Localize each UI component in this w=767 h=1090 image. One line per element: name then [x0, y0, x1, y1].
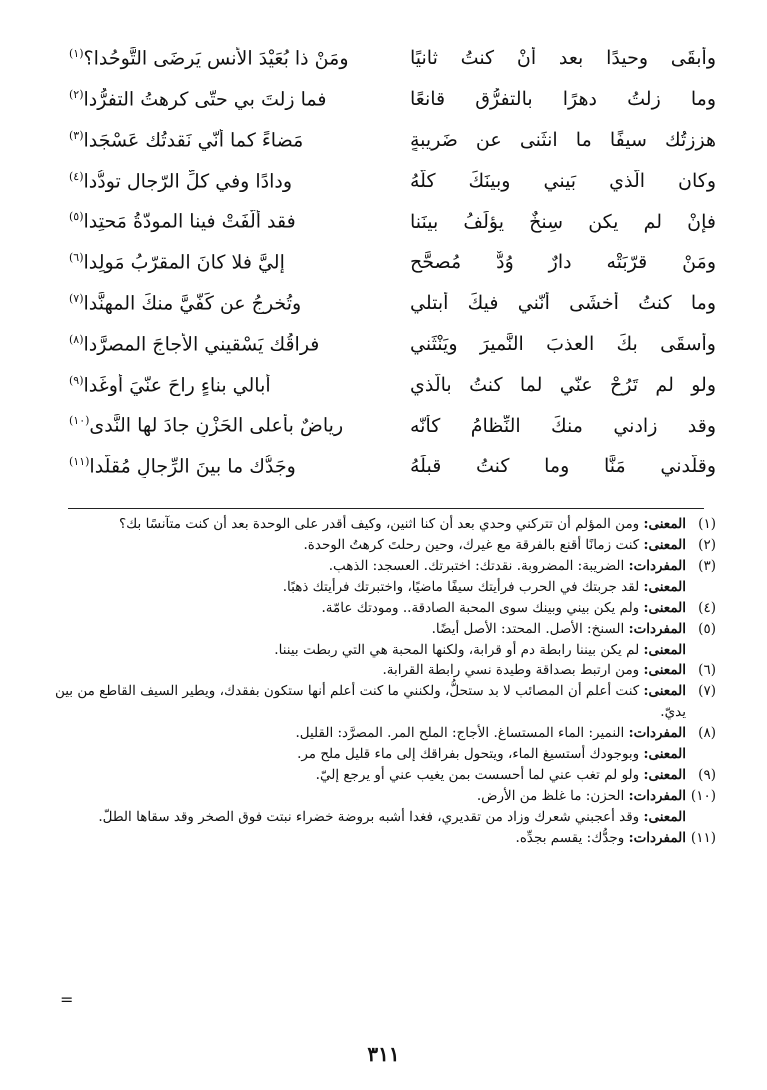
footnote-body	[40, 723, 686, 744]
verse-first-hemistich: ومَنْ قرّبَتْه دارٌ وُدٌّ مُصحَّحٍ	[410, 251, 716, 274]
footnote-label: المعنى:	[643, 683, 686, 700]
footnote-text: النمير: الماء المستساغ. الأجاج: الملح المر. المصرَّد: القليل.	[295, 725, 625, 742]
footnote-body	[40, 681, 686, 723]
footnote	[40, 535, 716, 556]
footnote-body	[40, 744, 686, 765]
verse-first-hemistich: وقلَّدني مَنًّا وما كنتُ قبلَهُ	[410, 455, 716, 478]
footnote-body	[40, 598, 686, 619]
verse-first-hemistich: وأبقَى وحيدًا بعد أنْ كنتُ ثانيًا	[410, 47, 716, 70]
footnote-label: المعنى:	[643, 578, 686, 595]
footnote	[40, 660, 716, 681]
verse	[68, 446, 716, 487]
footnote-body	[40, 619, 686, 640]
footnote-number: (١١)	[690, 829, 716, 846]
footnote-label: المفردات:	[628, 620, 686, 637]
verse	[68, 364, 716, 405]
footnote-text: السنخ: الأصل. المحتد: الأصل أيضًا.	[431, 620, 625, 637]
footnote-label: المعنى:	[643, 536, 686, 553]
footnote-label: المعنى:	[643, 516, 686, 532]
verse-first-hemistich: وما زلتُ دهرًا بالتفرُّقِ قانعًا	[410, 88, 716, 111]
footnote	[40, 640, 716, 661]
verse	[68, 79, 716, 120]
footnote-marker: (٧)	[69, 292, 84, 306]
verse	[68, 324, 716, 365]
footnote	[40, 744, 716, 765]
footnote-body	[40, 807, 686, 828]
verse	[68, 160, 716, 201]
footnote-divider	[68, 508, 704, 509]
footnote-body	[40, 640, 686, 661]
footnote	[40, 828, 716, 849]
footnote	[40, 514, 716, 535]
footnote-label: المفردات:	[628, 829, 686, 846]
footnote-label: المفردات:	[628, 557, 686, 574]
verse-second-text: مَضاءً كما أنّي نَقدتُك عَسْجَدا	[83, 129, 304, 152]
verse-first-hemistich: وكان الّذي بَيني وبينَكَ كلُّهُ	[410, 169, 716, 192]
verse-second-text: وجَدُّك ما بينَ الرِّجالِ مُقلَّدا	[89, 455, 296, 478]
footnote-label: المعنى:	[643, 808, 686, 825]
verse-second-hemistich	[68, 414, 374, 436]
verse	[68, 38, 716, 79]
footnote-text: كنت أعلم أن المصائب لا بد ستحلُّ، ولكنني ما كنت أعلم أنها ستكون بفقدك، ويطير السيف القاطع من بين يديّ.	[54, 683, 686, 721]
verse	[68, 201, 716, 242]
footnote-marker: (٣)	[69, 128, 84, 142]
verse-second-hemistich	[68, 210, 374, 232]
verse-second-text: ودادًا وفي كلِّ الرّجالِ تودُّدا	[83, 169, 293, 192]
footnote	[40, 681, 716, 723]
verse-first-hemistich: وقد زادني منكَ النِّظامُ كأنّه	[410, 414, 716, 437]
footnote-text: ولو لم تغب عني لما أحسست بمن يغيب عني أو يرجع إليّ.	[315, 767, 640, 784]
footnote-label: المعنى:	[643, 662, 686, 679]
footnote	[40, 723, 716, 744]
footnote-marker: (٤)	[69, 169, 84, 183]
footnote-number: (١٠)	[690, 787, 716, 804]
footnote-label: المفردات:	[628, 725, 686, 742]
verse-second-text: فراقُك يَسْقيني الأُجاجَ المصرَّدا	[83, 333, 320, 356]
footnote-number: (٧)	[698, 683, 716, 700]
verse-second-text: فقد ألَّفَتْ فينا المودّةُ مَحتِدا	[83, 210, 296, 233]
verse	[68, 283, 716, 324]
footnote-text: وقد أعجبني شعرك وزاد من تقديري، فغدا أشبه بروضة خضراء نبتت فوق الصخر وقد سقاها الطلّ.	[98, 808, 640, 825]
footnote	[40, 807, 716, 828]
footnote-text: ومن ارتبط بصداقة وطيدة نسي رابطة القرابة.	[382, 662, 640, 679]
footnote-body	[40, 828, 686, 849]
verse-second-hemistich	[68, 333, 374, 355]
verse-second-text: رياضٌ بأعلى الحَزْنِ جادَ لها النَّدى	[89, 414, 344, 437]
verse-second-text: ومَنْ ذا بُعَيْدَ الأنسِ يَرضَى التَّوحُدا؟	[83, 47, 349, 70]
footnote-number: (٥)	[698, 620, 716, 637]
footnote-label: المفردات:	[628, 787, 686, 804]
footnote-marker: (٨)	[69, 332, 84, 346]
verse-second-text: إليَّ فلا كانَ المقرّبُ مَولِدا	[83, 251, 285, 274]
footnote-text: وجدُّك: يقسم بجدِّه.	[515, 829, 625, 846]
footnote-body	[40, 660, 686, 681]
verse-first-hemistich: وأُسقَى بكَ العذبَ النَّميرَ ويَنْثَني	[410, 332, 716, 355]
footnote-body	[40, 514, 686, 535]
footnote-body	[40, 535, 686, 556]
footnote-number: (٦)	[698, 662, 716, 679]
footnote-number: (٣)	[698, 557, 716, 574]
verse-second-text: فما زلتَ بي حتّى كرهتُ التفرُّدا	[83, 88, 327, 111]
poem	[68, 38, 716, 487]
footnote-marker: (٦)	[69, 251, 84, 265]
footnotes	[40, 514, 716, 849]
verse-second-text: أُبالي بناءٍ راحَ عنّيَ أوغَدا	[83, 373, 271, 396]
continuation-mark: =	[60, 990, 74, 1009]
footnote-marker: (٢)	[69, 88, 84, 102]
footnote-text: ولم يكن بيني وبينك سوى المحبة الصادقة.. ومودتك عامّة.	[321, 599, 640, 616]
footnote-number: (٨)	[698, 725, 716, 742]
footnote-marker: (١)	[69, 47, 84, 61]
footnote-number: (٤)	[698, 599, 716, 616]
footnote-text: الحزن: ما غلظ من الأرض.	[476, 787, 625, 804]
footnote	[40, 765, 716, 786]
verse-second-hemistich	[68, 47, 374, 69]
footnote-body	[40, 765, 686, 786]
footnote	[40, 556, 716, 577]
verse-first-hemistich: ولو لم تَرُحْ عنّي لما كنتُ بالّذي	[410, 373, 716, 396]
verse-first-hemistich: هززتُك سيفًا ما انثَنى عن ضَريبةٍ	[410, 128, 716, 151]
footnote-text: لقد جربتك في الحرب فرأيتك سيفًا ماضيًا، واختبرتك فرأيتك ذهبًا.	[282, 578, 640, 595]
footnote-text: ومن المؤلم أن تتركني وحدي بعد أن كنا اثنين، وكيف أقدر على الوحدة بعد أن كنت متآنسًا بك؟	[119, 516, 640, 532]
footnote-marker: (٩)	[69, 373, 84, 387]
footnote-body	[40, 786, 686, 807]
footnote-body	[40, 577, 686, 598]
footnote-text: كنت زمانًا أقنع بالفرقة مع غيرك، وحين رحلتَ كرهتُ الوحدة.	[303, 536, 640, 553]
verse-second-hemistich	[68, 170, 374, 192]
footnote-text: وبوجودك أستسيغ الماء، ويتحول بفراقك إلى ماء قليل ملح مر.	[297, 746, 640, 763]
verse-second-text: وتُخرِجُ عن كَفّيَّ منكَ المهنَّدا	[83, 292, 302, 315]
verse-second-hemistich	[68, 374, 374, 396]
footnote	[40, 786, 716, 807]
footnote-label: المعنى:	[643, 641, 686, 658]
footnote-label: المعنى:	[643, 746, 686, 763]
verse-second-hemistich	[68, 455, 374, 477]
verse	[68, 120, 716, 161]
footnote-label: المعنى:	[643, 599, 686, 616]
footnote	[40, 619, 716, 640]
footnote-number: (١)	[698, 516, 716, 532]
verse-second-hemistich	[68, 129, 374, 151]
verse-first-hemistich: وما كنتُ أخشَى أنّني فيكَ أبتلي	[410, 292, 716, 315]
footnote-marker: (١٠)	[69, 414, 90, 428]
footnote-marker: (٥)	[69, 210, 84, 224]
verse-second-hemistich	[68, 88, 374, 110]
footnote	[40, 598, 716, 619]
footnote	[40, 577, 716, 598]
verse-first-hemistich: فإنْ لم يكن سِنخٌ يؤلِّفُ بينَنا	[410, 210, 716, 233]
footnote-text: لم يكن بيننا رابطة دم أو قرابة، ولكنها المحبة هي التي ربطت بيننا.	[274, 641, 640, 658]
footnote-text: الضريبة: المضروبة. نقدتك: اختبرتك. العسجد: الذهب.	[328, 557, 625, 574]
verse-second-hemistich	[68, 251, 374, 273]
verse	[68, 242, 716, 283]
verse-second-hemistich	[68, 292, 374, 314]
page-number: ٣١١	[367, 1042, 400, 1066]
footnote-label: المعنى:	[643, 767, 686, 784]
footnote-marker: (١١)	[69, 455, 90, 469]
footnote-body	[40, 556, 686, 577]
verse	[68, 405, 716, 446]
footnote-number: (٢)	[698, 536, 716, 553]
footnote-number: (٩)	[698, 767, 716, 784]
